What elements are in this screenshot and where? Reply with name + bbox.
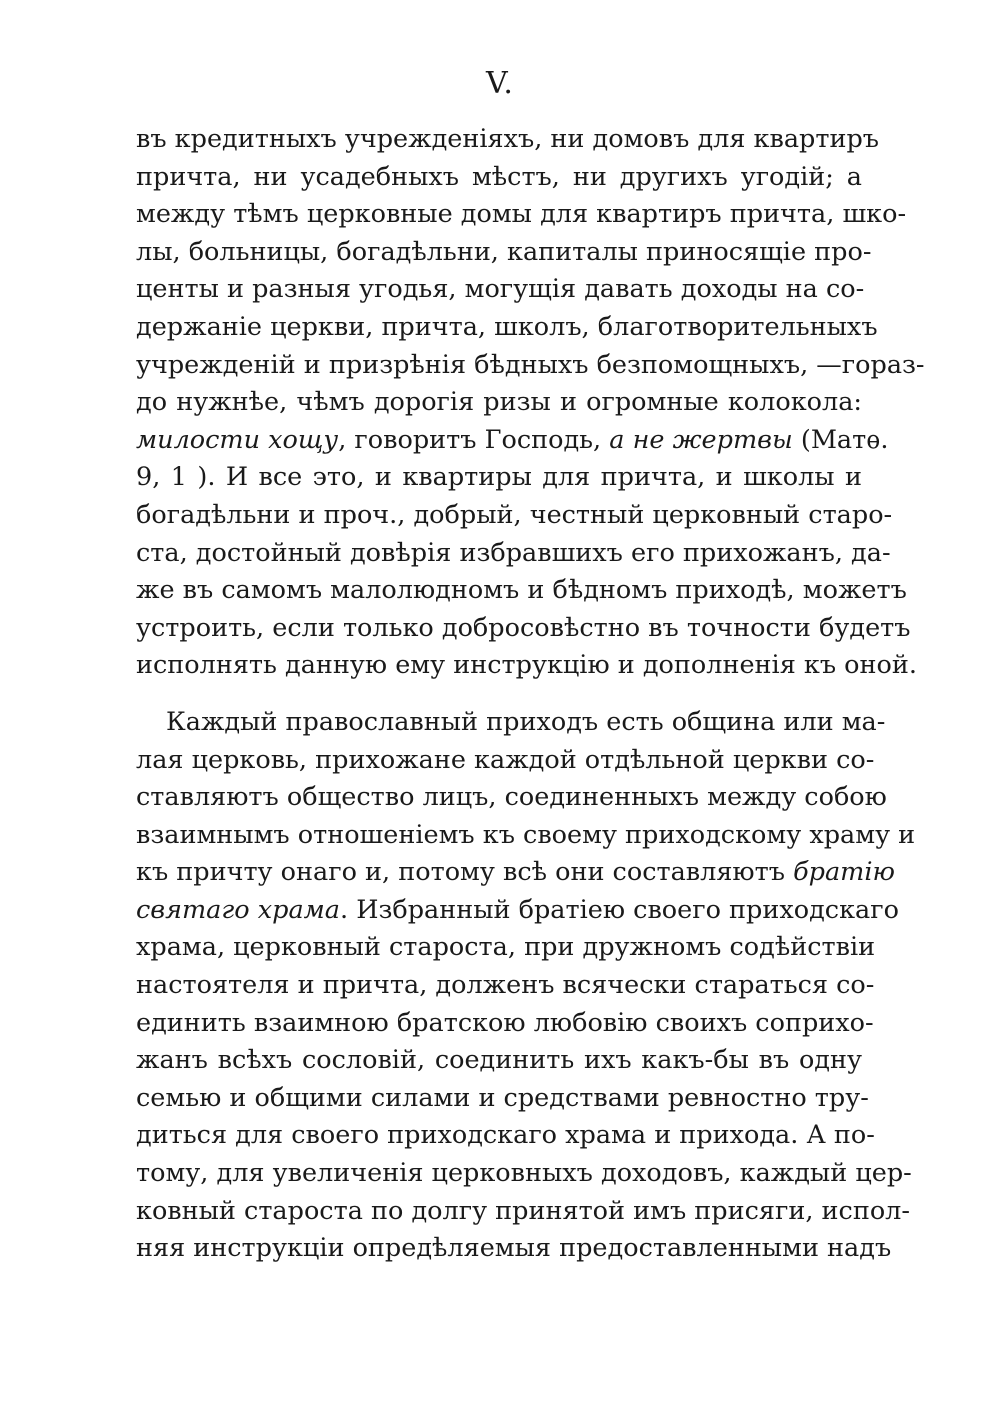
text-line: учрежденій и призрѣнія бѣдныхъ безпомощныхъ, —гораз-	[136, 349, 925, 380]
paragraph	[136, 121, 925, 685]
text-line: устроить, если только добросовѣстно въ точности будетъ	[136, 612, 911, 643]
text-line: взаимнымъ отношеніемъ къ своему приходскому храму и	[136, 819, 916, 850]
text-line: до нужнѣе, чѣмъ дорогія ризы и огромные колокола:	[136, 387, 862, 418]
text-line: лы, больницы, богадѣльни, капиталы приносящіе про-	[136, 236, 872, 267]
text-line: тому, для увеличенія церковныхъ доходовъ, каждый цер-	[136, 1158, 912, 1189]
text-line: между тѣмъ церковные домы для квартиръ причта, шко-	[136, 199, 907, 230]
text-line: же въ самомъ малолюдномъ и бѣдномъ приходѣ, можетъ	[136, 575, 907, 606]
text-line: няя инструкціи опредѣляемыя предоставленными надъ	[136, 1233, 892, 1264]
body-text	[136, 121, 925, 1268]
italic-phrase: братію	[793, 857, 895, 888]
text-line: лая церковь, прихожане каждой отдѣльной церкви со-	[136, 744, 875, 775]
text-line: богадѣльни и проч., добрый, честный церковный старо-	[136, 499, 893, 530]
text-line: причта, ни усадебныхъ мѣстъ, ни другихъ угодій; а	[136, 161, 862, 192]
text-line: исполнять данную ему инструкцію и дополненія къ оной.	[136, 650, 917, 681]
text-line: Каждый православный приходъ есть община или ма-	[166, 706, 886, 737]
text-line: милости хощу, говоритъ Господь, а не жертвы (Матѳ.	[136, 424, 889, 455]
text-line: держаніе церкви, причта, школъ, благотворительныхъ	[136, 311, 878, 342]
text-line: въ кредитныхъ учрежденіяхъ, ни домовъ для квартиръ	[136, 124, 880, 154]
italic-phrase: святаго храма	[136, 894, 340, 925]
text-line: диться для своего приходскаго храма и прихода. А по-	[136, 1120, 875, 1151]
text-line: ставляютъ общество лицъ, соединенныхъ между собою	[136, 782, 887, 813]
text-line: 9, 1 ). И все это, и квартиры для причта, и школы и	[136, 462, 862, 493]
text-line: настоятеля и причта, долженъ всячески стараться со-	[136, 970, 875, 1001]
text-line: семью и общими силами и средствами ревностно тру-	[136, 1082, 869, 1113]
page-number: V.	[486, 66, 514, 101]
text-line: ковный староста по долгу принятой имъ присяги, испол-	[136, 1195, 910, 1226]
italic-quote: а не жертвы	[609, 424, 793, 455]
paragraph	[136, 704, 916, 1268]
italic-quote: милости хощу	[136, 424, 339, 455]
text-line: къ причту онаго и, потому всѣ они составляютъ братію	[136, 857, 895, 888]
text-line: святаго храма. Избранный братіею своего приходскаго	[136, 894, 899, 925]
text-line: ста, достойный довѣрія избравшихъ его прихожанъ, да-	[136, 537, 891, 568]
text-line: храма, церковный староста, при дружномъ содѣйствіи	[136, 932, 876, 963]
text-line: единить взаимною братскою любовію своихъ соприхо-	[136, 1007, 874, 1038]
text-line: жанъ всѣхъ сословій, соединить ихъ какъ-бы въ одну	[136, 1045, 862, 1076]
text-line: центы и разныя угодья, могущія давать доходы на со-	[136, 274, 865, 305]
